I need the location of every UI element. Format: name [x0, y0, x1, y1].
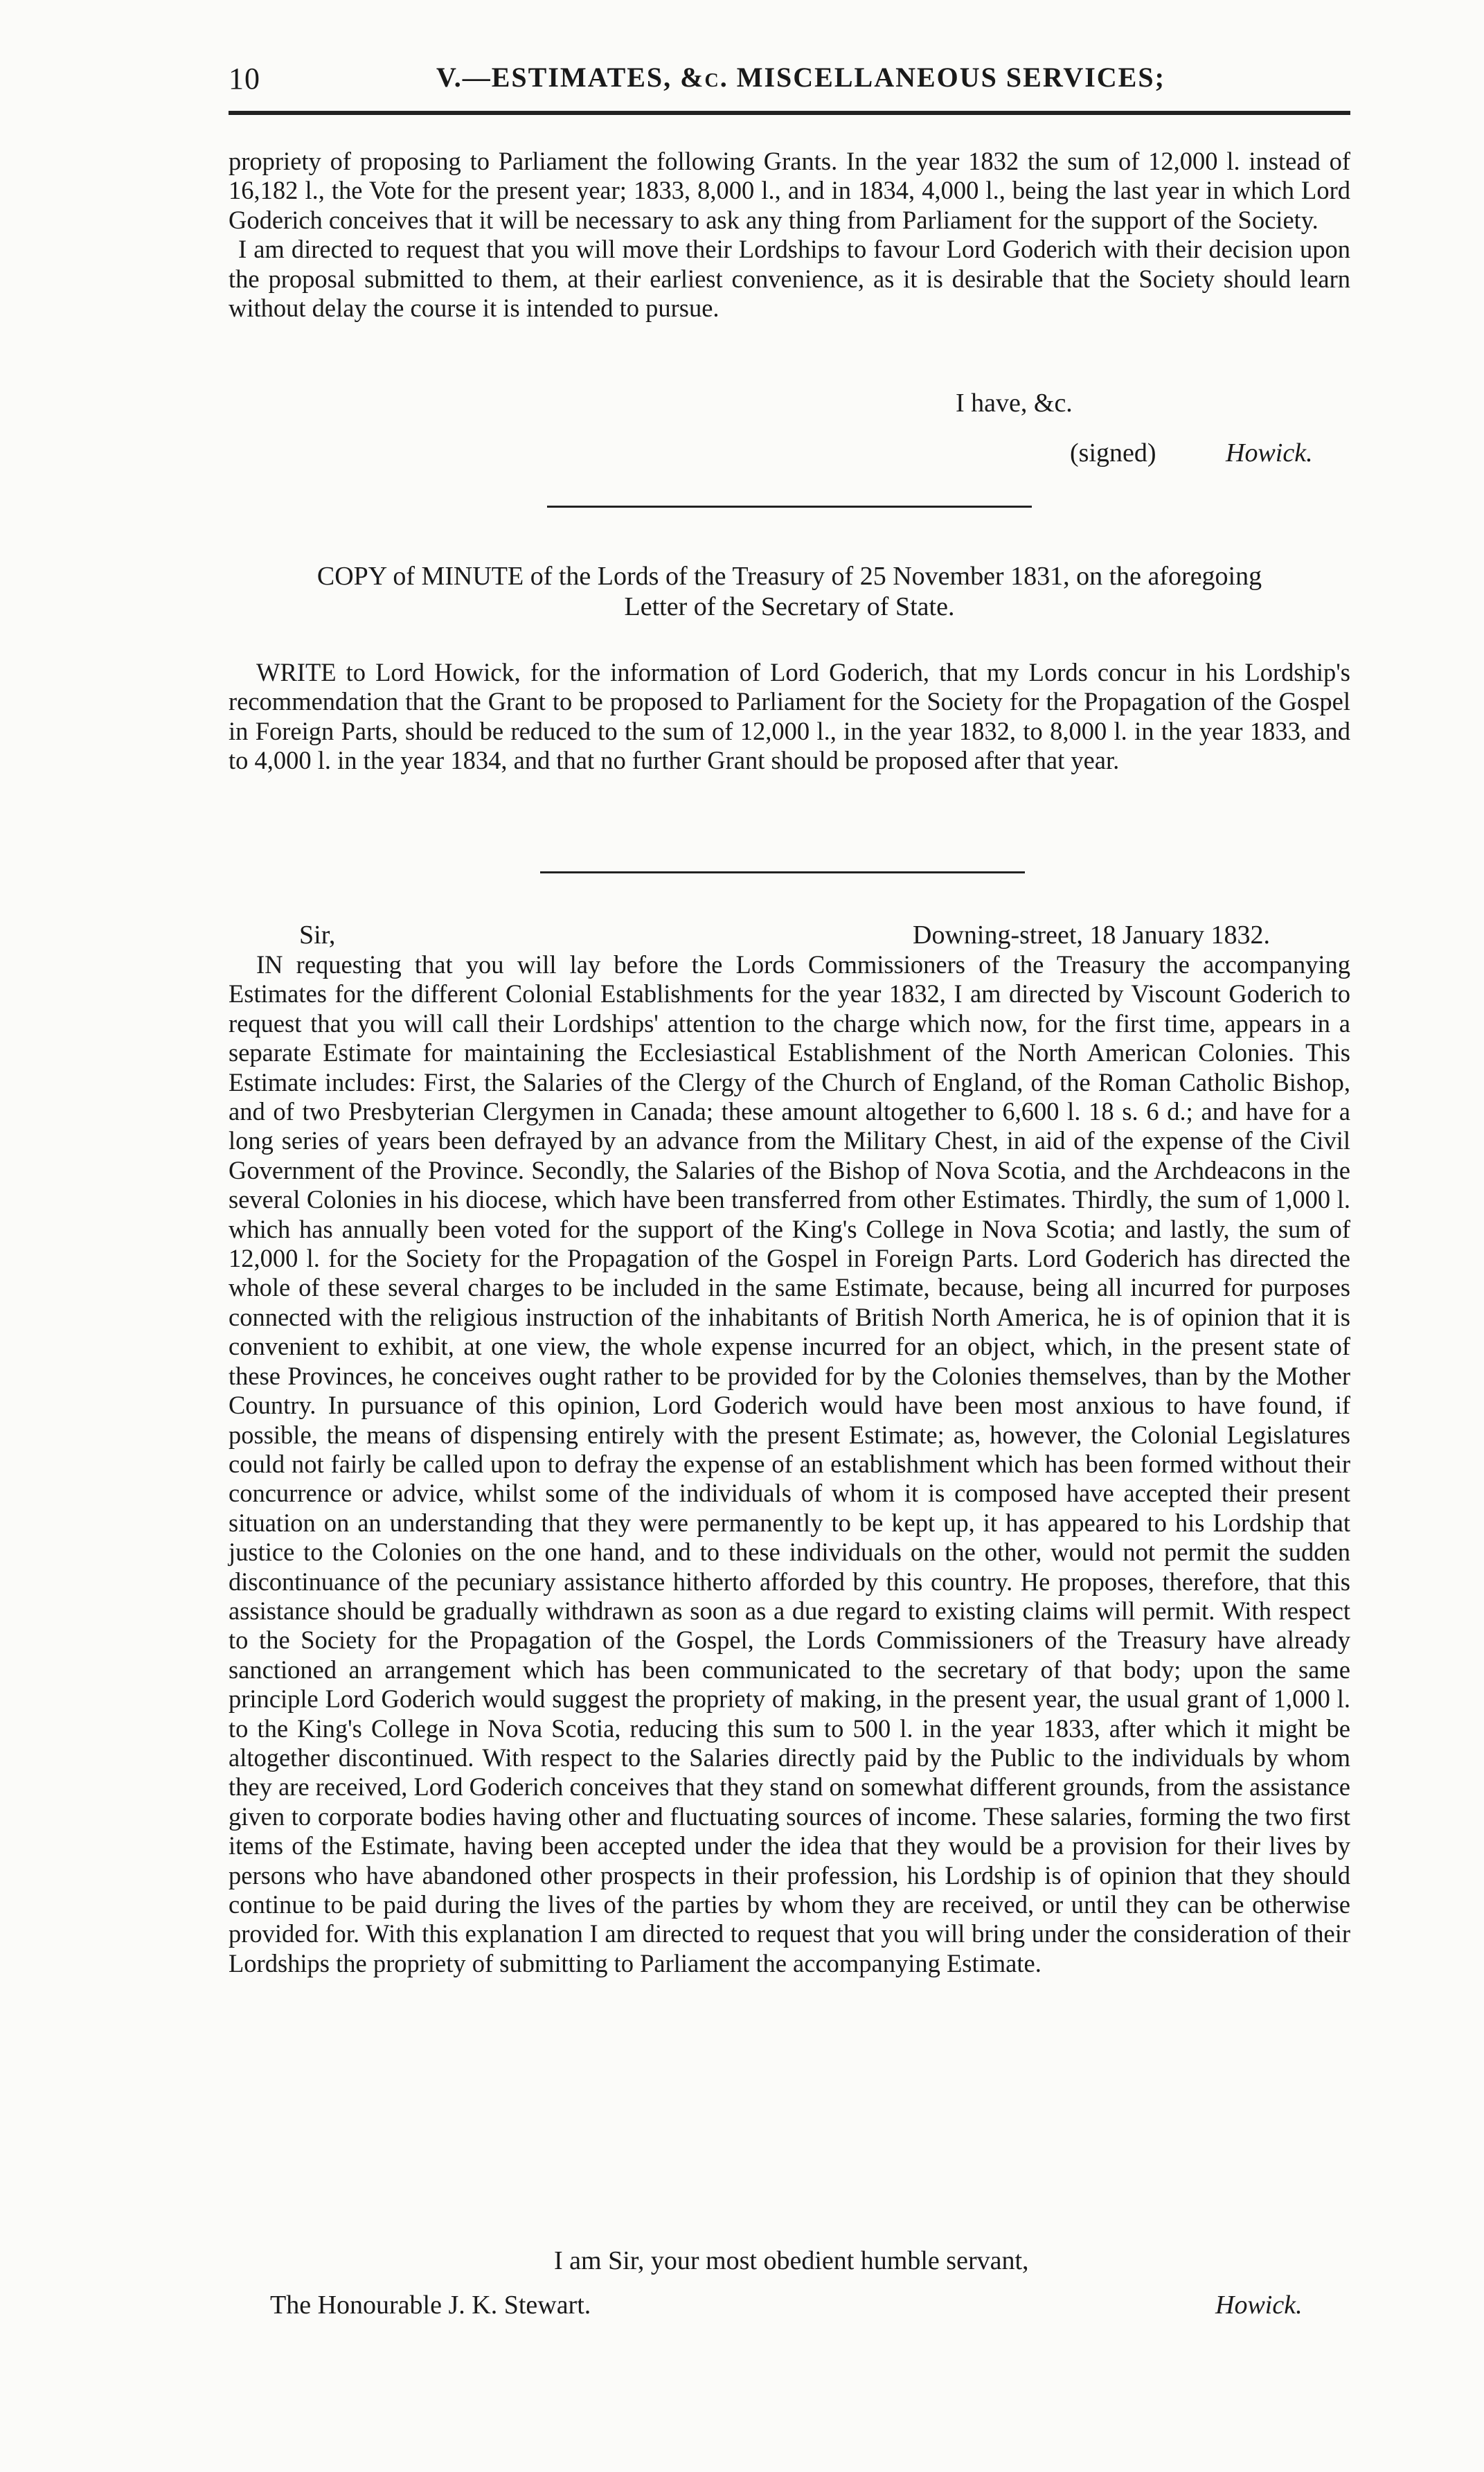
letter1-body	[229, 147, 1350, 323]
minute-paragraph: WRITE to Lord Howick, for the information of Lord Goderich, that my Lords concur in his Lordship's recommendation that the Grant to be proposed to Parliament for the Society for the Propagation of the Gospel in Foreign Parts, should be reduced to the sum of 12,000 l., in the year 1832, to 8,000 l. in the year 1833, and to 4,000 l. in the year 1834, and that no further Grant should be proposed after that year.	[229, 658, 1350, 775]
letter2-closing: I am Sir, your most obedient humble servant,	[554, 2246, 1029, 2275]
section-divider-2	[540, 871, 1025, 873]
page-header	[229, 61, 1350, 109]
letter1-paragraph-2: I am directed to request that you will move their Lordships to favour Lord Goderich with their decision upon the proposal submitted to them, at their earliest convenience, as it is desirable that the Society should learn without delay the course it is intended to pursue.	[229, 235, 1350, 323]
letter2-signature: Howick.	[1215, 2291, 1303, 2320]
letter2-salutation: Sir,	[299, 921, 336, 950]
letter2-paragraph: IN requesting that you will lay before the Lords Commissioners of the Treasury the accompanying Estimates for the different Colonial Establishments for the year 1832, I am directed by Viscount Goderich to request that you will call their Lordships' attention to the charge which now, for the first time, appears in a separate Estimate for maintaining the Ecclesiastical Establishment of the North American Colonies. This Estimate includes: First, the Salaries of the Clergy of the Church of England, of the Roman Catholic Bishop, and of two Presbyterian Clergymen in Canada; these amount altogether to 6,600 l. 18 s. 6 d.; and have for a long series of years been defrayed by an advance from the Military Chest, in aid of the expense of the Civil Government of the Province. Secondly, the Salaries of the Bishop of Nova Scotia, and the Archdeacons in the several Colonies in his diocese, which have been transferred from other Estimates. Thirdly, the sum of 1,000 l. which has annually been voted for the support of the King's College in Nova Scotia; and lastly, the sum of 12,000 l. for the Society for the Propagation of the Gospel in Foreign Parts. Lord Goderich has directed the whole of these several charges to be included in the same Estimate, because, being all incurred for purposes connected with the religious instruction of the inhabitants of British North America, he is of opinion that it is convenient to exhibit, at one view, the whole expense incurred for an object, which, in the present state of these Provinces, he conceives ought rather to be provided for by the Colonies themselves, than by the Mother Country. In pursuance of this opinion, Lord Goderich would have been most anxious to have found, if possible, the means of dispensing entirely with the present Estimate; as, however, the Colonial Legislatures could not fairly be called upon to defray the expense of an establishment which has been formed without their concurrence or advice, whilst some of the individuals of whom it is composed have accepted their present situation on an understanding that they were permanently to be kept up, it has appeared to his Lordship that justice to the Colonies on the one hand, and to these individuals on the other, would not permit the sudden discontinuance of the pecuniary assistance hitherto afforded by this country. He proposes, therefore, that this assistance should be gradually withdrawn as soon as a due regard to existing claims will permit. With respect to the Society for the Propagation of the Gospel, the Lords Commissioners of the Treasury have already sanctioned an arrangement which has been communicated to the secretary of that body; upon the same principle Lord Goderich would suggest the propriety of making, in the present year, the usual grant of 1,000 l. to the King's College in Nova Scotia, reducing this sum to 500 l. in the year 1833, after which it might be altogether discontinued. With respect to the Salaries directly paid by the Public to the individuals by whom they are received, Lord Goderich conceives that they stand on somewhat different grounds, from the assistance given to corporate bodies having other and fluctuating sources of income. These salaries, forming the two first items of the Estimate, having been accepted under the idea that they would be a provision for their lives by persons who have abandoned other prospects in their profession, his Lordship is of opinion that they should continue to be paid during the lives of the parties by whom they are received, or until they can be otherwise provided for. With this explanation I am directed to request that you will bring under the consideration of their Lordships the propriety of submitting to Parliament the accompanying Estimate.	[229, 950, 1350, 1977]
running-head: V.—ESTIMATES, &c. MISCELLANEOUS SERVICES;	[436, 62, 1165, 93]
header-rule	[229, 111, 1350, 115]
letter1-closing: I have, &c.	[956, 389, 1073, 418]
letter2-place-date: Downing-street, 18 January 1832.	[913, 921, 1271, 950]
letter2-body	[229, 950, 1350, 1978]
minute-heading-line-1: COPY of MINUTE of the Lords of the Treasury of 25 November 1831, on the aforegoing	[316, 562, 1262, 591]
letter2-addressee: The Honourable J. K. Stewart.	[270, 2291, 591, 2320]
minute-heading-line-2: Letter of the Secretary of State.	[624, 592, 955, 621]
section-divider-1	[547, 506, 1032, 508]
page-number: 10	[229, 62, 260, 96]
minute-body	[229, 658, 1350, 776]
minute-heading	[229, 561, 1350, 622]
letter1-paragraph-1: propriety of proposing to Parliament the following Grants. In the year 1832 the sum of 12,000 l. instead of 16,182 l., the Vote for the present year; 1833, 8,000 l., and in 1834, 4,000 l., being the last year in which Lord Goderich conceives that it will be necessary to ask any thing from Parliament for the support of the Society.	[229, 147, 1350, 234]
letter1-signature: Howick.	[1226, 438, 1313, 468]
letter1-signed-label: (signed)	[1070, 438, 1156, 468]
